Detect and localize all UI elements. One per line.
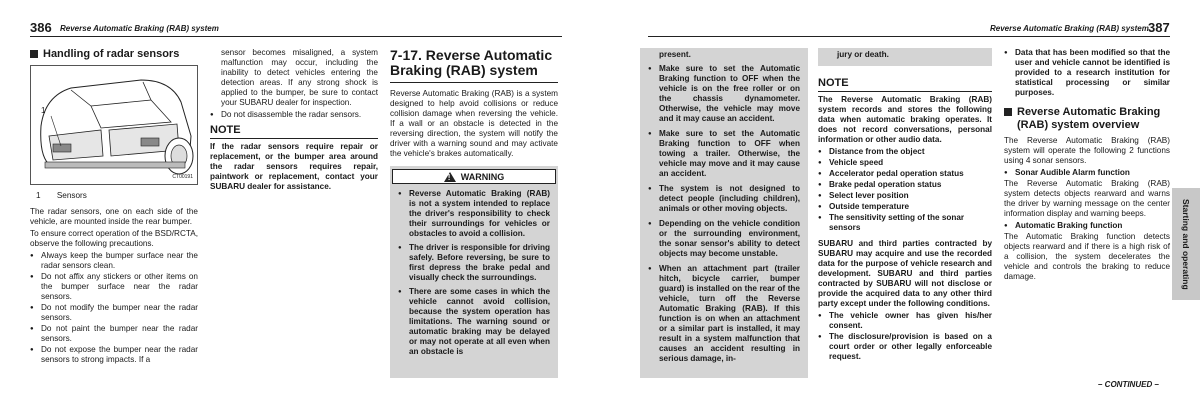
side-tab-label: Starting and operating (1181, 198, 1191, 290)
list-item: ● Brake pedal operation status (818, 180, 992, 190)
right-column-3 (1004, 48, 1170, 284)
list-item: ● Select lever position (818, 191, 992, 201)
figure-code: CT00191 (172, 174, 193, 180)
list-item: ● When an attachment part (trailer hitch, bicycle carrier, bumper guard) is installed on the rear of the vehicle, turn off the Reverse Automatic Braking (RAB). If this function is on when an attachment or a similar part is installed, it may result in a system malfunction that causes an accident resulting in serious damage, in- (648, 264, 800, 364)
left-column-2 (210, 48, 378, 194)
list-item: ● Automatic Braking function (1004, 221, 1170, 231)
disclosure-conditions-list (818, 311, 992, 362)
data-use-note: SUBARU and third parties contracted by SUBARU may acquire and use the recorded data for the purpose of vehicle research and development. SUBARU and third parties contracted by SUBARU will not disclose or provide the acquired data to any other third party except under the following conditions. (818, 239, 992, 308)
disassemble-list (210, 110, 378, 120)
list-item: ● The driver is responsible for driving safely. Before reversing, be sure to first depress the brake pedal and visually check the surroundings. (398, 243, 550, 283)
section-title-text: Handling of radar sensors (43, 48, 180, 60)
disclosure-conditions-continued (1004, 48, 1170, 98)
section-title-text: Reverse Automatic Braking (RAB) system overview (1017, 106, 1161, 131)
list-item: ● Make sure to set the Automatic Braking function to OFF when towing a trailer. Otherwise, the vehicle may move and it may cause an accident. (648, 129, 800, 179)
radar-figure (30, 65, 198, 185)
list-item: ● The vehicle owner has given his/her consent. (818, 311, 992, 331)
list-item: ● There are some cases in which the vehicle cannot avoid collision, because the system operation has limitations. The warning sound or automatic braking may be delayed or may not operate at all even when an obstacle is (398, 287, 550, 357)
list-item: ● The system is not designed to detect people (including children), animals or other moving objects. (648, 184, 800, 214)
warning-tail-text: jury or death. (837, 50, 889, 59)
chapter-side-tab[interactable] (1172, 188, 1200, 300)
data-record-note: The Reverse Automatic Braking (RAB) system records and stores the following data when automatic braking operates. It does not record conversations, personal information or other audio data. (818, 95, 992, 144)
warning-list-continued (648, 64, 800, 364)
left-column-3 (390, 48, 558, 378)
list-item: ● Do not affix any stickers or other items on the bumper surface near the radar sensors. (30, 272, 198, 302)
precautions-list (30, 251, 198, 365)
radar-mount-text: The radar sensors, one on each side of the vehicle, are mounted inside the rear bumper. (30, 207, 198, 226)
feature-2-heading (1004, 221, 1170, 231)
list-item: ● Data that has been modified so that the user and vehicle cannot be identified is provided to a research institution for statistical processing or similar purposes. (1004, 48, 1170, 98)
warning-tail-box (818, 48, 992, 66)
feature-1-heading (1004, 168, 1170, 178)
list-item: ● Do not expose the bumper near the radar sensors to strong impacts. If a (30, 345, 198, 365)
recorded-data-list (818, 147, 992, 233)
list-item: ● The disclosure/provision is based on a court order or other legally enforceable request. (818, 332, 992, 362)
section-heading-overview (1004, 106, 1170, 132)
left-header-rule (30, 36, 562, 37)
warning-continuation-box (640, 48, 808, 378)
section-square-icon (1004, 108, 1012, 116)
list-item: ● Depending on the vehicle condition or the surrounding environment, the sonar sensor's ability to detect objects may become unstable. (648, 219, 800, 259)
left-column-1 (30, 48, 198, 366)
list-item: ● Make sure to set the Automatic Braking function to OFF when the vehicle is on the free roller or on the chassis dynamometer. Otherwise, the vehicle may move and it may cause an accident. (648, 64, 800, 124)
list-item: ● Outside temperature (818, 202, 992, 212)
rab-intro: Reverse Automatic Braking (RAB) is a system designed to help avoid collisions or reduce collision damage when reversing the vehicle. If a wall or an obstacle is detected in the reversing direction, the system will notify the driver with a warning sound and may activate the vehicle's brakes automatically. (390, 89, 558, 158)
overview-intro: The Reverse Automatic Braking (RAB) system will operate the following 2 functions using 4 sonar sensors. (1004, 136, 1170, 165)
warning-list (390, 184, 558, 357)
note-heading: NOTE (210, 124, 241, 136)
list-item: ● Distance from the object (818, 147, 992, 157)
feature-2-text: The Automatic Braking function detects objects rearward and if there is a high risk of a collision, the system decelerates the vehicle and controls the braking to reduce damage. (1004, 232, 1170, 281)
car-rear-illustration (31, 66, 197, 184)
list-item: ● Accelerator pedal operation status (818, 169, 992, 179)
figure-callout-1: 1 (41, 106, 46, 115)
note-rule (210, 138, 378, 139)
continued-marker: – CONTINUED – (1098, 380, 1159, 389)
right-page-number: 387 (1148, 20, 1170, 35)
list-item: ● Do not paint the bumper near the radar sensors. (30, 324, 198, 344)
section-square-icon (30, 50, 38, 58)
warning-triangle-icon: ! (444, 172, 456, 182)
chapter-title: 7-17. Reverse Automatic Braking (RAB) system (390, 48, 558, 83)
list-item: ● Vehicle speed (818, 158, 992, 168)
right-column-2 (818, 48, 992, 363)
note-rule (818, 91, 992, 92)
list-item: ● Always keep the bumper surface near the radar sensors clean. (30, 251, 198, 271)
right-running-title: Reverse Automatic Braking (RAB) system (990, 24, 1149, 33)
right-header-rule (648, 36, 1170, 37)
precautions-intro: To ensure correct operation of the BSD/RCTA, observe the following precautions. (30, 229, 198, 248)
left-page-number: 386 (30, 20, 52, 35)
warning-continued-text: present. (659, 50, 691, 59)
warning-header (392, 169, 556, 184)
misalignment-text: sensor becomes misaligned, a system malfunction may occur, including the inability to detect vehicles entering the detection areas. If any strong shock is applied to the bumper, be sure to contact your SUBARU dealer for inspection. (221, 48, 378, 107)
figure-caption: 1 Sensors (36, 191, 87, 200)
section-heading-radar (30, 48, 198, 61)
list-item: ● Do not modify the bumper near the radar sensors. (30, 303, 198, 323)
warning-label: WARNING (460, 171, 505, 182)
list-item: ● The sensitivity setting of the sonar sensors (818, 213, 992, 233)
warning-box (390, 166, 558, 378)
feature-1-text: The Reverse Automatic Braking (RAB) system detects objects rearward and warns the driver by warning message on the center information display and warning beeps. (1004, 179, 1170, 218)
repair-note: If the radar sensors require repair or replacement, or the bumper area around the radar sensors requires repair, paintwork or replacement, contact your SUBARU dealer for assistance. (210, 142, 378, 191)
list-item: ● Reverse Automatic Braking (RAB) is not a system intended to replace the driver's responsibility to check their surroundings for vehicles or obstacles to avoid a collision. (398, 189, 550, 239)
note-heading: NOTE (818, 77, 849, 89)
list-item: ● Do not disassemble the radar sensors. (210, 110, 378, 120)
left-running-title: Reverse Automatic Braking (RAB) system (60, 24, 219, 33)
list-item: ● Sonar Audible Alarm function (1004, 168, 1170, 178)
